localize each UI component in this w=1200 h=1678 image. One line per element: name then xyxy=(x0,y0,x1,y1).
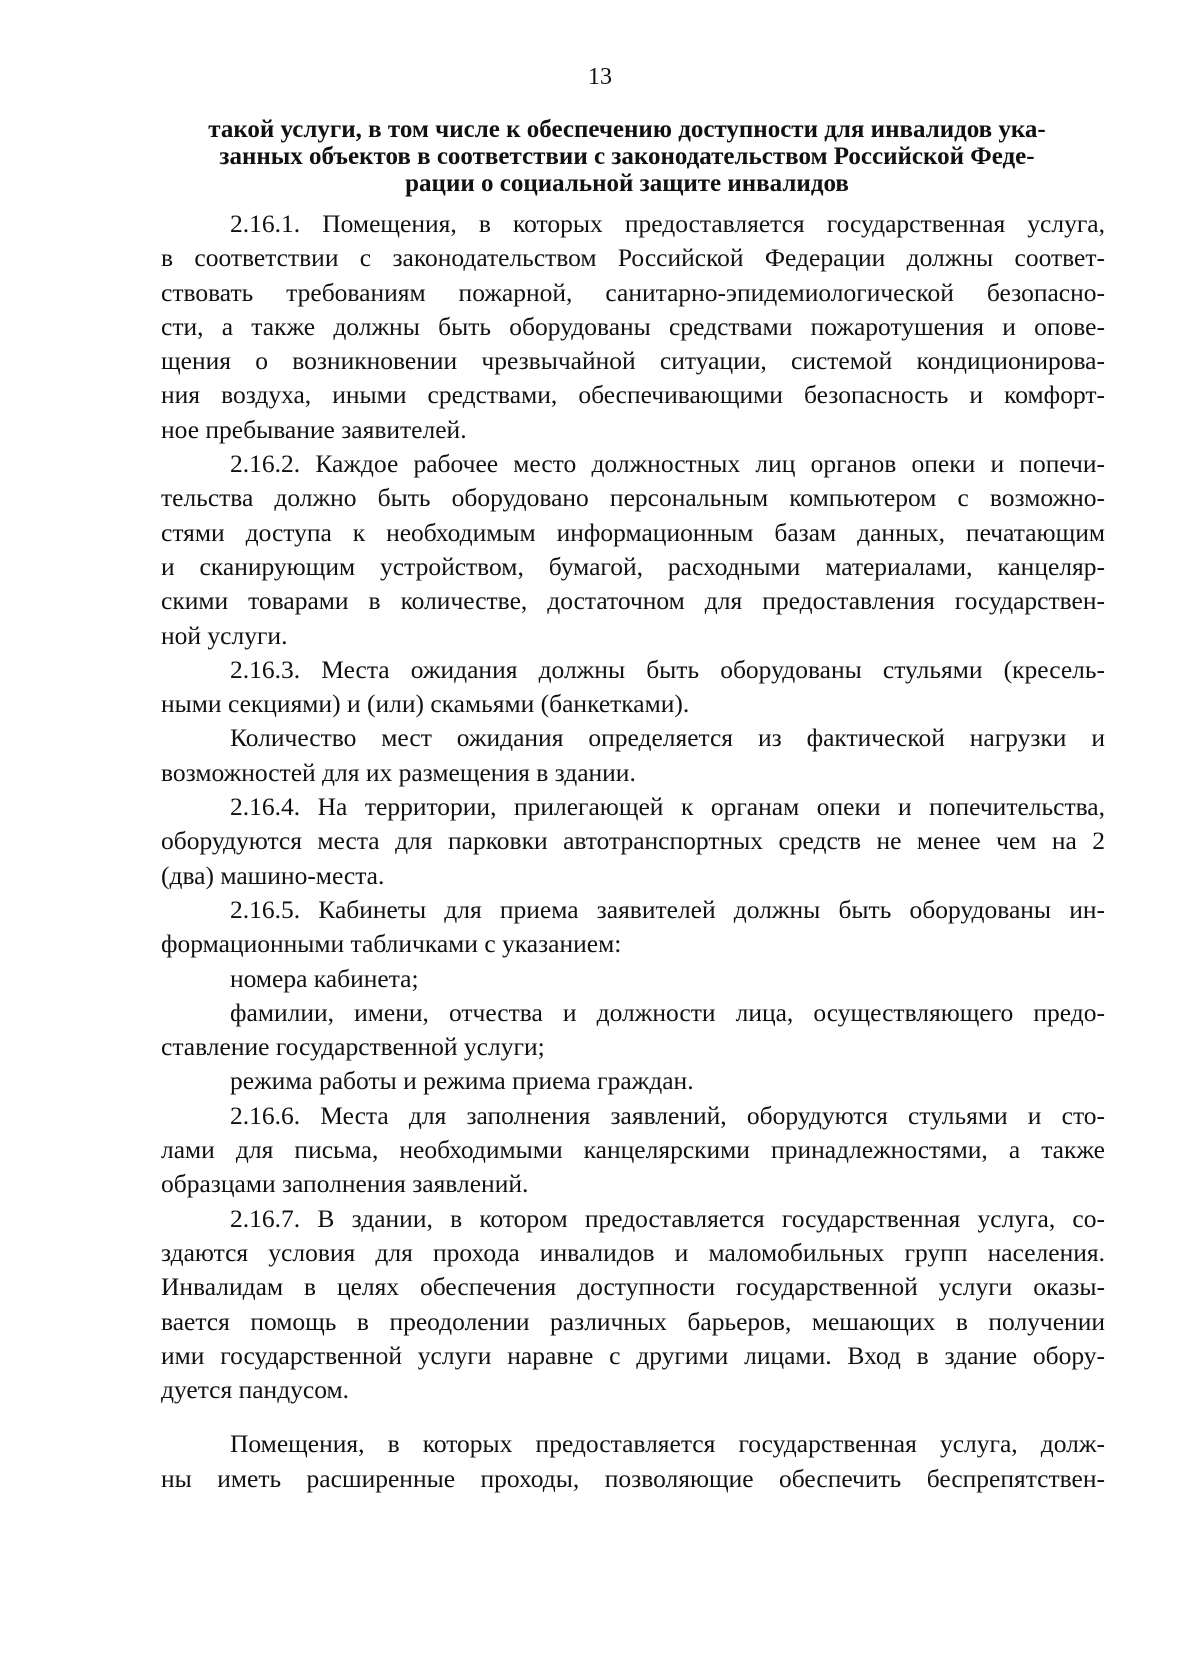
text-line: ния воздуха, иными средствами, обеспечивающими безопасность и комфорт- xyxy=(161,380,1105,410)
paragraph-2-16-7 xyxy=(161,1202,1105,1408)
text-line: ное пребывание заявителей. xyxy=(161,414,467,444)
text-line: ны иметь расширенные проходы, позволяющие обеспечить беспрепятствен- xyxy=(161,1463,1105,1493)
list-item-official-name xyxy=(161,996,1105,1065)
text-line: 2.16.7. В здании, в котором предоставляется государственная услуга, со- xyxy=(230,1203,1105,1233)
page-number: 13 xyxy=(588,64,612,90)
text-line: скими товарами в количестве, достаточном для предоставления государствен- xyxy=(161,586,1105,616)
text-line: щения о возникновении чрезвычайной ситуации, системой кондиционирова- xyxy=(161,346,1105,376)
paragraph-2-16-5 xyxy=(161,893,1105,962)
heading-line: рации о социальной защите инвалидов xyxy=(405,170,849,197)
text-line: 2.16.3. Места ожидания должны быть оборудованы стульями (кресель- xyxy=(230,654,1105,684)
list-item-room-number xyxy=(161,962,1105,996)
text-line: вается помощь в преодолении различных барьеров, мешающих в получении xyxy=(161,1306,1105,1336)
paragraph-2-16-4 xyxy=(161,790,1105,893)
section-heading xyxy=(168,116,1086,197)
text-line: 2.16.2. Каждое рабочее место должностных лиц органов опеки и попечи- xyxy=(230,449,1105,479)
text-line: Помещения, в которых предоставляется государственная услуга, долж- xyxy=(230,1429,1105,1459)
text-line: 2.16.5. Кабинеты для приема заявителей должны быть оборудованы ин- xyxy=(230,894,1105,924)
text-line: режима работы и режима приема граждан. xyxy=(230,1066,694,1096)
paragraph-2-16-2 xyxy=(161,447,1105,653)
text-line: лами для письма, необходимыми канцелярскими принадлежностями, а также xyxy=(161,1135,1105,1165)
text-line: возможностей для их размещения в здании. xyxy=(161,757,636,787)
text-line: и сканирующим устройством, бумагой, расходными материалами, канцеляр- xyxy=(161,551,1105,581)
text-line: ставление государственной услуги; xyxy=(161,1032,545,1062)
text-line: дуется пандусом. xyxy=(161,1375,350,1405)
text-line: здаются условия для прохода инвалидов и маломобильных групп населения. xyxy=(161,1237,1105,1267)
text-line: ной услуги. xyxy=(161,620,288,650)
heading-line: занных объектов в соответствии с законодательством Российской Феде- xyxy=(219,143,1035,170)
text-line: стями доступа к необходимым информационным базам данных, печатающим xyxy=(161,517,1105,547)
paragraph-2-16-6 xyxy=(161,1099,1105,1202)
text-line: тельства должно быть оборудовано персональным компьютером с возможно- xyxy=(161,483,1105,513)
paragraph-premises-passages xyxy=(161,1427,1105,1496)
text-line: Инвалидам в целях обеспечения доступности государственной услуги оказы- xyxy=(161,1272,1105,1302)
text-line: в соответствии с законодательством Российской Федерации должны соответ- xyxy=(161,243,1105,273)
text-line: 2.16.6. Места для заполнения заявлений, оборудуются стульями и сто- xyxy=(230,1100,1105,1130)
list-item-work-schedule xyxy=(161,1064,1105,1098)
text-line: (два) машино-места. xyxy=(161,860,385,890)
text-line: 2.16.1. Помещения, в которых предоставляется государственная услуга, xyxy=(230,209,1105,238)
paragraph-waiting-places-count xyxy=(161,721,1105,790)
heading-line: такой услуги, в том числе к обеспечению доступности для инвалидов ука- xyxy=(208,116,1046,143)
text-line: 2.16.4. На территории, прилегающей к органам опеки и попечительства, xyxy=(230,792,1105,822)
document-body xyxy=(161,207,1105,1496)
paragraph-2-16-1 xyxy=(161,207,1105,447)
text-line: ными секциями) и (или) скамьями (банкетками). xyxy=(161,689,690,719)
text-line: Количество мест ожидания определяется из фактической нагрузки и xyxy=(230,723,1105,753)
paragraph-2-16-3 xyxy=(161,653,1105,722)
text-line: номера кабинета; xyxy=(230,963,419,993)
text-line: образцами заполнения заявлений. xyxy=(161,1169,529,1199)
text-line: оборудуются места для парковки автотранспортных средств не менее чем на 2 xyxy=(161,826,1105,856)
text-line: формационными табличками с указанием: xyxy=(161,929,622,959)
text-line: фамилии, имени, отчества и должности лица, осуществляющего предо- xyxy=(230,997,1105,1027)
text-line: ствовать требованиям пожарной, санитарно-эпидемиологической безопасно- xyxy=(161,277,1105,307)
text-line: ими государственной услуги наравне с другими лицами. Вход в здание обору- xyxy=(161,1340,1105,1370)
text-line: сти, а также должны быть оборудованы средствами пожаротушения и опове- xyxy=(161,311,1105,341)
